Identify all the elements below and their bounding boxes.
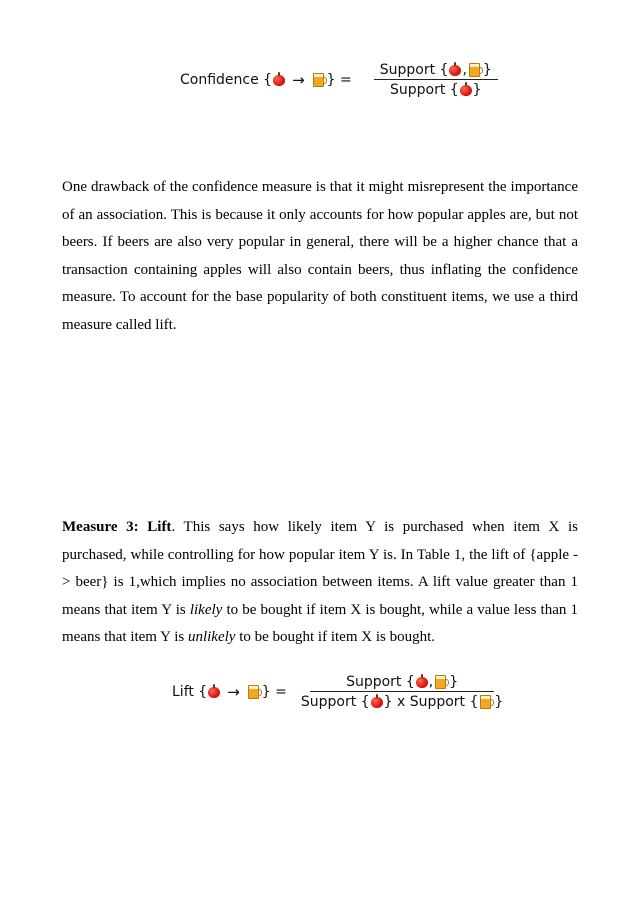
confidence-fraction [366,62,506,98]
apple-icon [416,677,428,688]
confidence-lhs [180,71,352,89]
paragraph-confidence-drawback: One drawback of the confidence measure is that it might misrepresent the importance of an association. This is because it only accounts for how popular apples are, but not beers. If beers are also very popular in general, there will be a higher chance that a transaction containing apples will also contain beers, thus inflating the confidence measure. To account for the base popularity of both constituent items, we use a third measure called lift. [62,179,578,333]
denominator-label-2: Support { [409,694,479,710]
beer-icon [313,73,324,87]
denominator-close-2: } [494,694,504,710]
beer-icon [480,695,491,709]
lift-label: Lift { [172,684,208,700]
apple-icon [273,75,285,86]
beer-icon [248,685,259,699]
lift-numerator [346,674,458,691]
numerator-label: Support { [346,674,415,690]
unlikely-word: unlikely [187,629,236,645]
lift-equals: } = [261,684,287,700]
confidence-numerator [366,62,506,79]
apple-icon [460,85,472,96]
confidence-formula [180,62,506,98]
lift-text-1: . This says how likely item Y is purchased when item X is purchased, while controlling for how popular item Y is. In Table 1, the lift of {apple -> beer} is 1,which implies no association between items. A lift value greater than 1 means that item Y is [62,519,578,618]
lift-lhs [172,683,287,701]
lift-heading: Measure 3: Lift [62,519,172,535]
denominator-label-1: Support { [300,694,370,710]
lift-text-3: to be bought if item X is bought. [235,629,436,645]
confidence-denominator [390,80,482,98]
arrow-icon: → [227,683,240,701]
multiply-sign: x [392,694,410,710]
likely-word: likely [189,601,223,618]
apple-icon [208,687,220,698]
paragraph-lift [62,514,578,652]
numerator-separator: , [462,62,467,78]
denominator-close-1: } [383,694,393,710]
apple-icon [449,65,461,76]
lift-formula [172,674,503,710]
beer-icon [469,63,480,77]
denominator-label: Support { [389,82,459,98]
lift-fraction [301,674,503,710]
apple-icon [371,697,383,708]
numerator-separator: , [428,674,434,690]
beer-icon [435,675,446,689]
confidence-equals: } = [326,72,352,88]
numerator-label: Support { [379,62,449,78]
arrow-icon: → [292,71,305,89]
numerator-close: } [482,62,492,78]
denominator-close: } [472,82,482,98]
lift-denominator [301,692,503,710]
confidence-label: Confidence { [180,72,273,88]
numerator-close: } [449,674,459,690]
lift-text-2: to be bought if item X is bought, while a value less than 1 means that item Y is [62,601,578,645]
